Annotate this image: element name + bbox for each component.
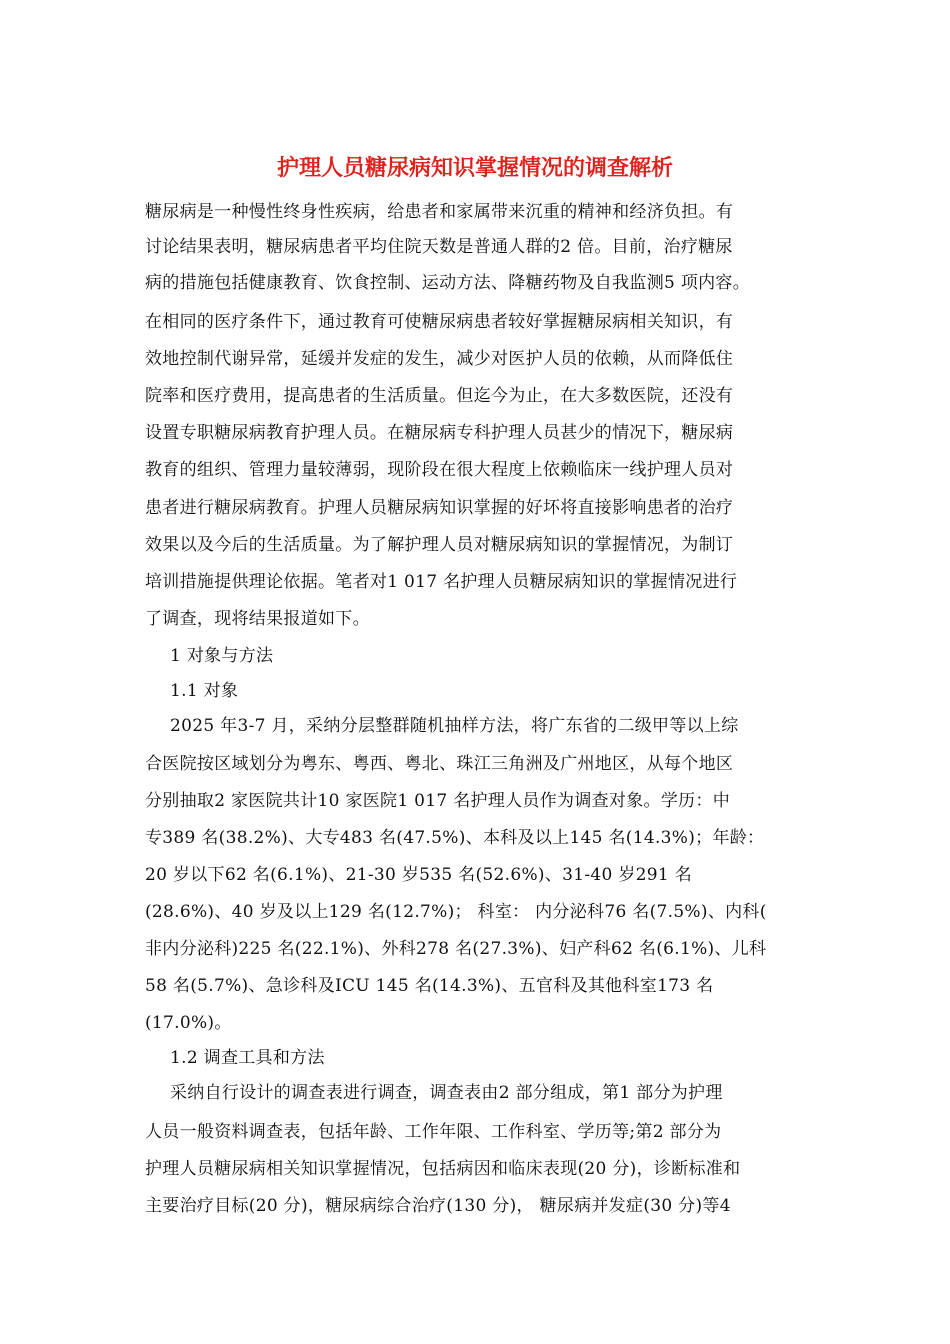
body-line: 20 岁以下62 名(6.1%)、21-30 岁535 名(52.6%)、31-40 岁291 名	[145, 865, 693, 885]
body-line: 讨论结果表明，糖尿病患者平均住院天数是普通人群的2 倍。目前，治疗糖尿	[145, 237, 733, 257]
subsection-heading: 1.2 调查工具和方法	[170, 1048, 325, 1068]
body-line: 分别抽取2 家医院共计10 家医院1 017 名护理人员作为调查对象。学历：中	[145, 791, 731, 811]
body-line: 设置专职糖尿病教育护理人员。在糖尿病专科护理人员甚少的情况下，糖尿病	[145, 423, 734, 443]
body-line: 培训措施提供理论依据。笔者对1 017 名护理人员糖尿病知识的掌握情况进行	[145, 572, 738, 592]
body-line: 合医院按区域划分为粤东、粤西、粤北、珠江三角洲及广州地区，从每个地区	[145, 754, 734, 774]
body-line: 2025 年3-7 月，采纳分层整群随机抽样方法，将广东省的二级甲等以上综	[170, 716, 739, 736]
body-line: 患者进行糖尿病教育。护理人员糖尿病知识掌握的好坏将直接影响患者的治疗	[145, 498, 734, 518]
body-line: 糖尿病是一种慢性终身性疾病，给患者和家属带来沉重的精神和经济负担。有	[145, 202, 734, 222]
body-line: 效地控制代谢异常，延缓并发症的发生，减少对医护人员的依赖，从而降低住	[145, 349, 734, 369]
body-line: 在相同的医疗条件下，通过教育可使糖尿病患者较好掌握糖尿病相关知识，有	[145, 312, 734, 332]
body-line: 58 名(5.7%)、急诊科及ICU 145 名(14.3%)、五官科及其他科室173 名	[145, 976, 714, 996]
section-heading: 1 对象与方法	[170, 646, 274, 666]
document-title: 护理人员糖尿病知识掌握情况的调查解析	[276, 155, 673, 181]
body-line: 了调查，现将结果报道如下。	[145, 609, 370, 629]
body-line: 效果以及今后的生活质量。为了解护理人员对糖尿病知识的掌握情况，为制订	[145, 535, 734, 555]
body-line: 人员一般资料调查表，包括年龄、工作年限、工作科室、学历等;第2 部分为	[145, 1122, 722, 1142]
body-line: 非内分泌科)225 名(22.1%)、外科278 名(27.3%)、妇产科62 名(6.1%)、儿科	[145, 939, 767, 959]
subsection-heading: 1.1 对象	[170, 681, 239, 701]
body-line: 教育的组织、管理力量较薄弱，现阶段在很大程度上依赖临床一线护理人员对	[145, 460, 734, 480]
body-line: 采纳自行设计的调查表进行调查，调查表由2 部分组成，第1 部分为护理	[170, 1083, 723, 1103]
body-line: 专389 名(38.2%)、大专483 名(47.5%)、本科及以上145 名(14.3%)；年龄：	[145, 828, 765, 848]
body-line: 主要治疗目标(20 分)，糖尿病综合治疗(130 分)， 糖尿病并发症(30 分)等4	[145, 1196, 731, 1216]
body-line: 病的措施包括健康教育、饮食控制、运动方法、降糖药物及自我监测5 项内容。	[145, 273, 751, 293]
body-line: (28.6%)、40 岁及以上129 名(12.7%)； 科室： 内分泌科76 名(7.5%)、内科(	[145, 902, 767, 922]
body-line: 院率和医疗费用，提高患者的生活质量。但迄今为止，在大多数医院，还没有	[145, 386, 734, 406]
body-line: (17.0%)。	[145, 1013, 232, 1033]
body-line: 护理人员糖尿病相关知识掌握情况，包括病因和临床表现(20 分)，诊断标准和	[145, 1159, 741, 1179]
